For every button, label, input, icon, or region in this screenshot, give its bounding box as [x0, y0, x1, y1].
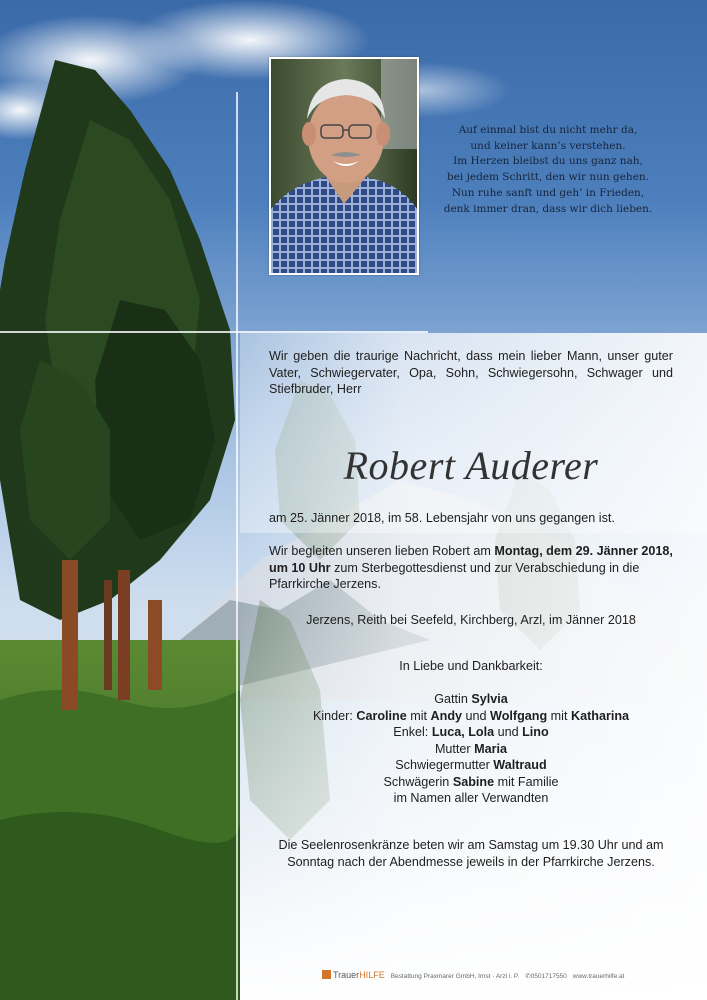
phone-number: ✆0501717550	[525, 973, 567, 980]
mourner-line-kinder: Kinder: Caroline mit Andy und Wolfgang mit Katharina	[312, 708, 630, 723]
poem-line: bei jedem Schritt, den wir nun gehen.	[446, 171, 650, 184]
poem-line: denk immer dran, dass wir dich lieben.	[443, 202, 653, 215]
place-date: Jerzens, Reith bei Seefeld, Kirchberg, Arzl, im Jänner 2018	[306, 613, 636, 627]
funeral-text-post: zum Sterbegottesdienst und zur Verabschiedung in die Pfarrkirche Jerzens.	[269, 560, 640, 591]
announcement-text: Wir geben die traurige Nachricht, dass mein lieber Mann, unser guter Vater, Schwiegervater, Opa, Sohn, Schwiegersohn, Schwager und Stiefbruder, Herr	[269, 349, 673, 396]
closing-intro: In Liebe und Dankbarkeit:	[399, 659, 543, 673]
footer	[322, 970, 702, 984]
mourner-line-schwiegermutter: Schwiegermutter Waltraud	[395, 758, 547, 772]
funeral-text-pre: Wir begleiten unseren lieben Robert am	[269, 544, 495, 558]
mourner-line-schwaegerin: Schwägerin Sabine mit Familie	[383, 774, 559, 789]
poem-line: Im Herzen bleibst du uns ganz nah,	[453, 155, 643, 168]
mourners-list	[269, 691, 673, 807]
mourner-line-enkel: Enkel: Luca, Lola und Lino	[393, 725, 549, 739]
poem-line: Auf einmal bist du nicht mehr da,	[458, 124, 638, 136]
mourner-line-verwandte: im Namen aller Verwandten	[393, 791, 549, 805]
cross-horizontal-line	[0, 331, 428, 333]
mourner-line-mutter: Mutter Maria	[434, 741, 508, 756]
website-link[interactable]: www.trauerhilfe.at	[572, 973, 625, 980]
brand-name: TrauerHILFE	[333, 970, 385, 980]
funeral-date: Montag, dem 29. Jänner 2018, um 10 Uhr	[269, 544, 673, 575]
rosary-note: Die Seelenrosenkränze beten wir am Samstag um 19.30 Uhr und am Sonntag nach der Abendmesse jeweils in der Pfarrkirche Jerzens.	[278, 838, 664, 869]
funeral-info	[269, 543, 673, 593]
memorial-poem	[432, 123, 664, 217]
deceased-name: Robert Auderer	[343, 443, 599, 488]
cross-vertical-line	[236, 92, 238, 1000]
poem-line: und keiner kann’s verstehen.	[470, 139, 626, 152]
trauerhilfe-logo-icon	[322, 970, 331, 979]
mourner-line-gattin: Gattin Sylvia	[434, 692, 508, 706]
portrait-photo	[269, 57, 419, 275]
poem-line: Nun ruhe sanft und geh’ in Frieden,	[451, 186, 645, 199]
portrait-image	[271, 59, 417, 273]
death-info: am 25. Jänner 2018, im 58. Lebensjahr von uns gegangen ist.	[269, 511, 615, 525]
company-name: Bestattung Praxmarer GmbH, Imst · Arzl i. P.	[390, 973, 520, 980]
